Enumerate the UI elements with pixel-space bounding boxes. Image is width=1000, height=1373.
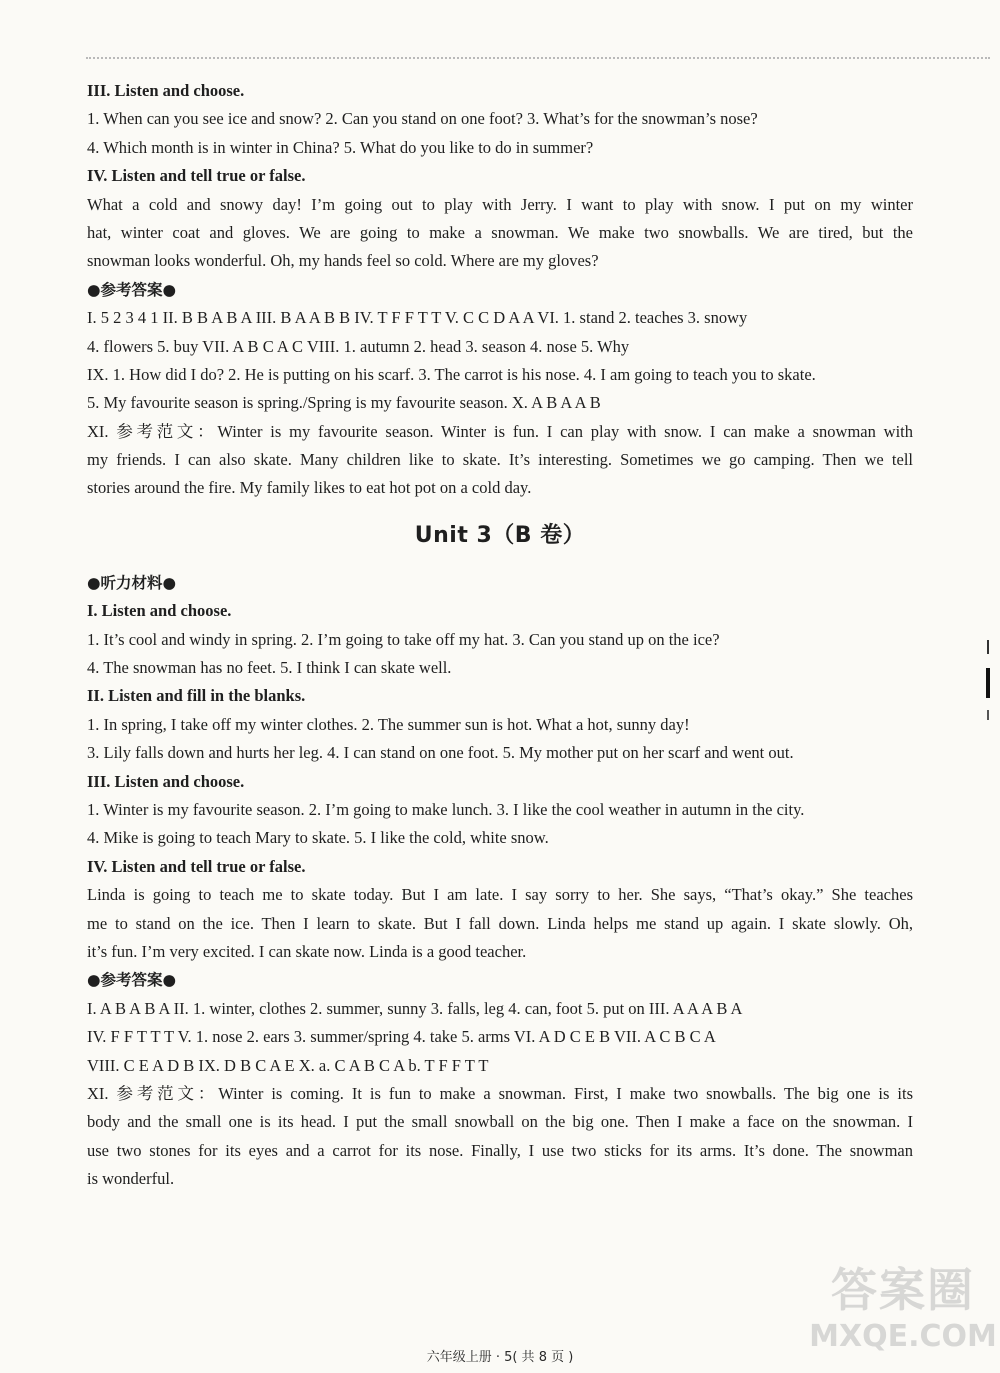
answers-heading: ●参考答案● — [87, 971, 177, 990]
answer-line: 5. My favourite season is spring./Spring is my favourite season. X. A B A A B — [87, 393, 601, 413]
answer-line: use two stones for its eyes and a carrot for its nose. Finally, I use two sticks for its arms. It’s done. The snowman — [87, 1140, 913, 1160]
text-line: me to stand on the ice. Then I learn to skate. But I fall down. Linda helps me stand up again. I skate slowly. Oh, — [87, 913, 913, 933]
text-line: it’s fun. I’m very excited. I can skate now. Linda is a good teacher. — [87, 941, 527, 961]
text-line: 3. Lily falls down and hurts her leg. 4. I can stand on one foot. 5. My mother put on her scarf and went out. — [87, 743, 794, 763]
unit-title: Unit 3（B 卷） — [414, 522, 586, 548]
watermark-top: 答案圈 — [831, 1263, 975, 1317]
answer-line: XI. 参考范文：Winter is my favourite season. Winter is fun. I can play with snow. I can make a snowman with — [87, 421, 913, 441]
listening-heading: ●听力材料● — [87, 573, 177, 592]
text-line: 1. It’s cool and windy in spring. 2. I’m going to take off my hat. 3. Can you stand up on the ice? — [87, 629, 720, 649]
page-footer: 六年级上册 · 5( 共 8 页 ) — [426, 1350, 574, 1365]
answer-line: I. 5 2 3 4 1 II. B B A B A III. B A A B B IV. T F F T T V. C C D A A VI. 1. stand 2. teaches 3. snowy — [87, 308, 748, 328]
section-heading: II. Listen and fill in the blanks. — [87, 686, 306, 706]
text-line: Linda is going to teach me to skate today. But I am late. I say sorry to her. She says, “That’s okay.” She teaches — [87, 885, 913, 905]
text-line: 1. In spring, I take off my winter clothes. 2. The summer sun is hot. What a hot, sunny day! — [87, 714, 690, 734]
binding-mark-icon — [985, 640, 991, 725]
text-line: snowman looks wonderful. Oh, my hands feel so cold. Where are my gloves? — [87, 251, 599, 271]
answer-line: stories around the fire. My family likes to eat hot pot on a cold day. — [87, 478, 532, 498]
watermark-logo — [808, 1262, 998, 1370]
answers-heading: ●参考答案● — [87, 280, 177, 299]
answer-line: my friends. I can also skate. Many children like to skate. It’s interesting. Sometimes we go camping. Then we tell — [87, 450, 913, 470]
text-line: 4. Mike is going to teach Mary to skate. 5. I like the cold, white snow. — [87, 828, 549, 848]
answer-line: IX. 1. How did I do? 2. He is putting on his scarf. 3. The carrot is his nose. 4. I am going to teach you to skate. — [87, 364, 816, 384]
text-line: 4. Which month is in winter in China? 5. What do you like to do in summer? — [87, 137, 594, 157]
answer-line: VIII. C E A D B IX. D B C A E X. a. C A B C A b. T F F T T — [87, 1055, 489, 1075]
answer-line: I. A B A B A II. 1. winter, clothes 2. summer, sunny 3. falls, leg 4. can, foot 5. put on III. A A A B A — [87, 998, 743, 1018]
section-heading: I. Listen and choose. — [87, 601, 232, 621]
text-line: 4. The snowman has no feet. 5. I think I can skate well. — [87, 658, 452, 678]
section-heading: III. Listen and choose. — [87, 771, 245, 791]
top-dotted-rule — [86, 57, 990, 59]
answer-line: XI. 参考范文：Winter is coming. It is fun to make a snowman. First, I make two snowballs. The big one is its — [87, 1083, 913, 1103]
page-content — [87, 77, 913, 1193]
watermark-bottom: MXQE.COM — [809, 1319, 997, 1354]
text-line: hat, winter coat and gloves. We are going to make a snowman. We make two snowballs. We are tired, but the — [87, 222, 913, 242]
text-line: What a cold and snowy day! I’m going out to play with Jerry. I want to play with snow. I put on my winter — [87, 194, 913, 214]
answer-line: IV. F F T T T V. 1. nose 2. ears 3. summer/spring 4. take 5. arms VI. A D C E B VII. A C B C A — [87, 1027, 716, 1047]
text-line: 1. When can you see ice and snow? 2. Can you stand on one foot? 3. What’s for the snowman’s nose? — [87, 109, 758, 129]
text-line: 1. Winter is my favourite season. 2. I’m going to make lunch. 3. I like the cool weather in autumn in the city. — [87, 799, 805, 819]
section-heading: III. Listen and choose. — [87, 81, 245, 100]
answer-line: 4. flowers 5. buy VII. A B C A C VIII. 1. autumn 2. head 3. season 4. nose 5. Why — [87, 336, 630, 356]
answer-line: is wonderful. — [87, 1169, 175, 1189]
section-heading: IV. Listen and tell true or false. — [87, 166, 306, 186]
section-heading: IV. Listen and tell true or false. — [87, 856, 306, 876]
answer-line: body and the small one is its head. I put the small snowball on the big one. Then I make a face on the snowman. I — [87, 1112, 913, 1132]
